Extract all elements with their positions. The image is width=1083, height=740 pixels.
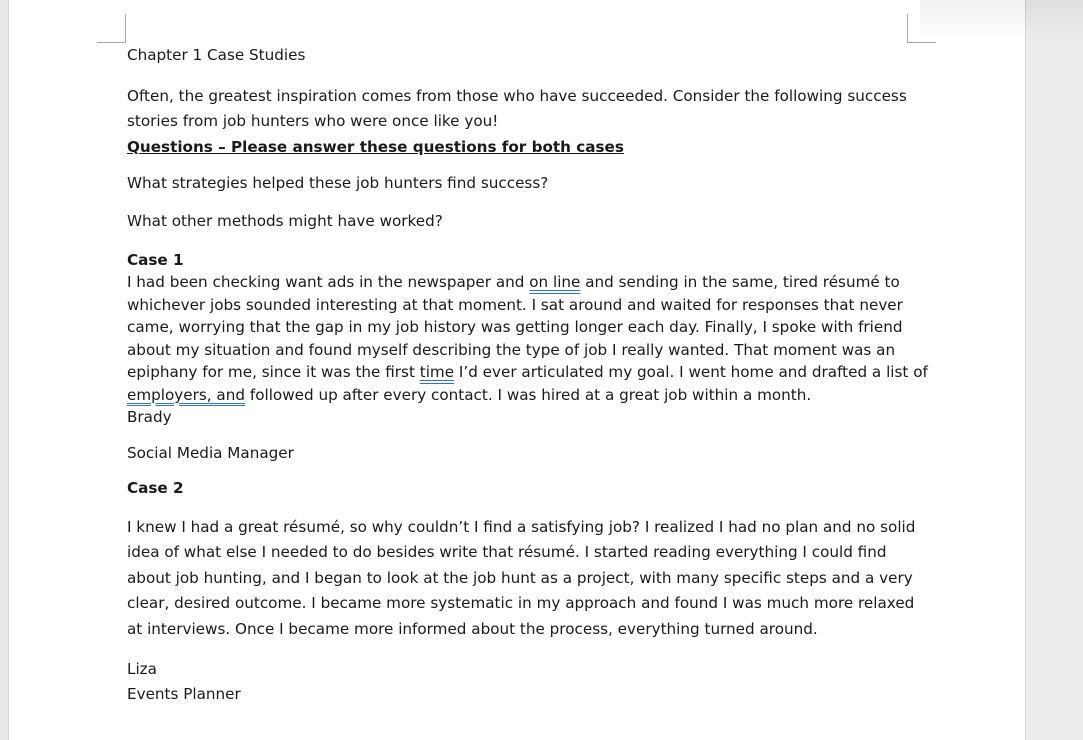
right-gutter [1026,0,1083,740]
case-1-body [127,271,928,406]
margin-corner-top-left [97,14,126,43]
grammar-flag[interactable]: employers, and [127,385,246,404]
intro-line-2: stories from job hunters who were once like you! [127,111,499,130]
case-1-heading: Case 1 [127,250,184,269]
case-2-heading: Case 2 [127,479,184,497]
questions-heading: Questions – Please answer these questions for both cases [127,137,624,156]
case-1-line-6: employers, and followed up after every contact. I was hired at a great job within a month. [127,385,812,404]
case-2-line-2: idea of what else I needed to do besides write that résumé. I started reading everything I could find [127,543,887,561]
case-2-line-1: I knew I had a great résumé, so why couldn’t I find a satisfying job? I realized I had no plan and no solid [127,517,916,536]
case-1-role: Social Media Manager [127,443,294,462]
case-1-name: Brady [127,408,172,426]
question-2: What other methods might have worked? [127,212,443,230]
case-2-role: Events Planner [127,685,241,703]
case-2-body [127,515,917,643]
case-2-line-3: about job hunting, and I began to look at the job hunt as a project, with many specific steps and a very [127,568,913,587]
document-title: Chapter 1 Case Studies [127,46,306,64]
intro-line-1: Often, the greatest inspiration comes from those who have succeeded. Consider the following success [127,86,907,105]
case-1-line-5: epiphany for me, since it was the first time I’d ever articulated my goal. I went home and drafted a list of [127,363,928,381]
case-1-line-2: whichever jobs sounded interesting at that moment. I sat around and waited for responses that never [127,295,903,314]
grammar-flag[interactable]: time [419,363,455,381]
case-1-line-4: about my situation and found myself describing the type of job I really wanted. That moment was an [127,340,896,359]
margin-corner-top-right [907,14,936,43]
grammar-flag[interactable]: on line [529,273,581,291]
case-1-line-3: came, worrying that the gap in my job history was getting longer each day. Finally, I spoke with friend [127,318,903,336]
case-2-name: Liza [127,660,157,678]
left-gutter [0,0,8,740]
question-1: What strategies helped these job hunters find success? [127,173,549,192]
case-2-line-5: at interviews. Once I became more informed about the process, everything turned around. [127,619,818,638]
document-body[interactable] [127,44,928,707]
case-1-line-1: I had been checking want ads in the newspaper and on line and sending in the same, tired résumé to [127,273,900,291]
case-2-line-4: clear, desired outcome. I became more systematic in my approach and found I was much more relaxed [127,594,915,612]
